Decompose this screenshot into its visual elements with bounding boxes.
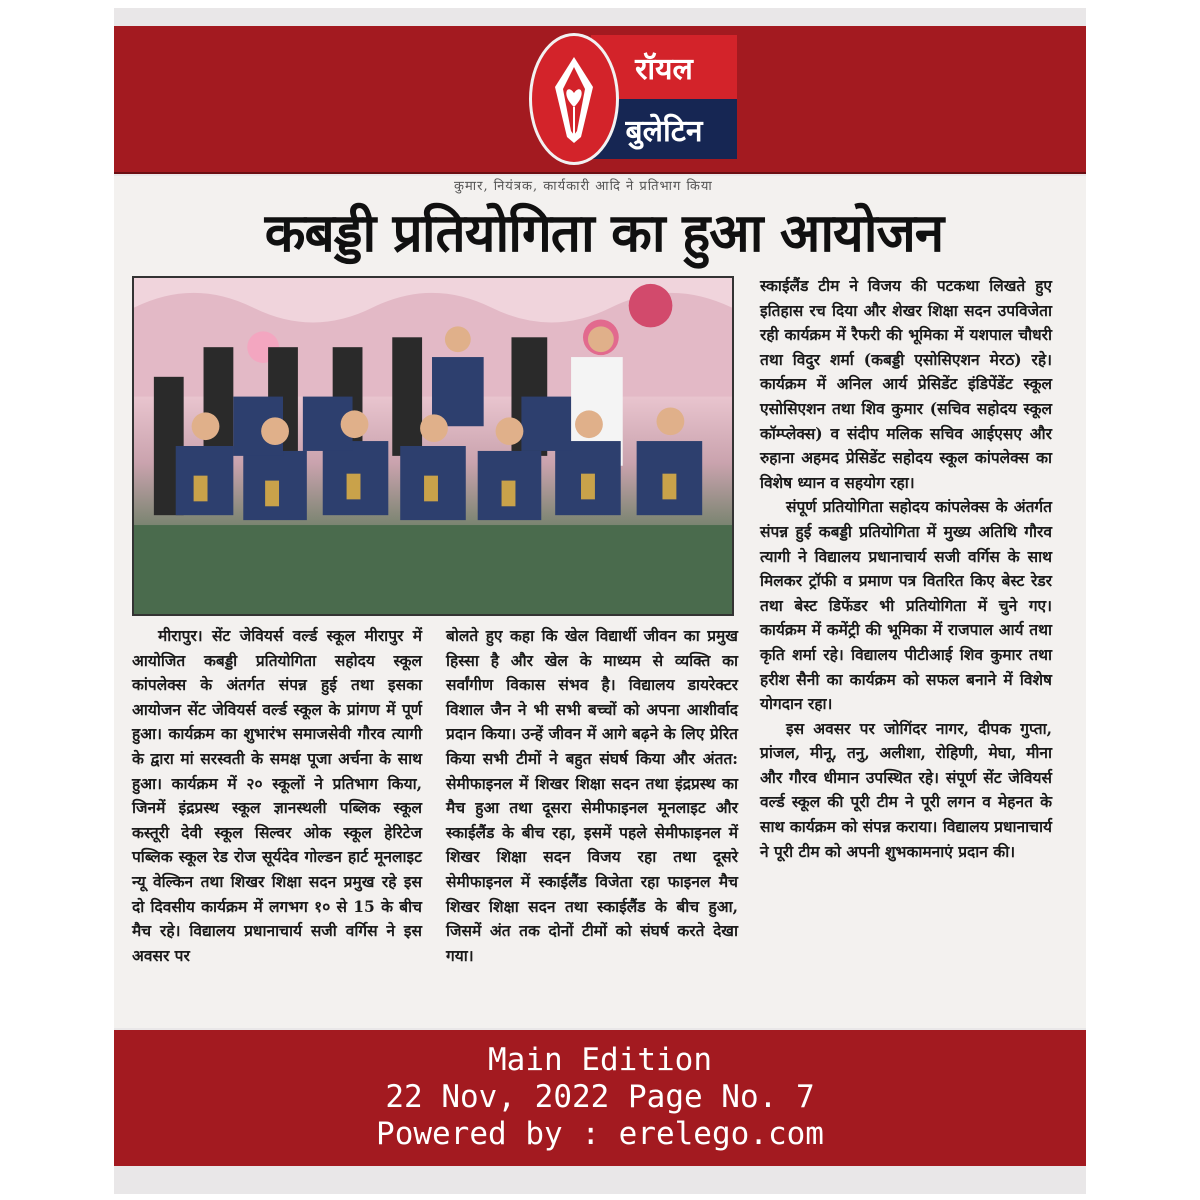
- article-column-left: [132, 624, 422, 968]
- cutline-text: कुमार, नियंत्रक, कार्यकारी आदि ने प्रतिभाग किया: [454, 179, 713, 194]
- edition-date-page: 22 Nov, 2022 Page No. 7: [385, 1079, 815, 1115]
- article-paragraph: इस अवसर पर जोगिंदर नागर, दीपक गुप्ता, प्रांजल, मीनू, तनु, अलीशा, रोहिणी, मेघा, मीना और गौरव धीमान उपस्थित रहे। संपूर्ण सेंट जेवियर्स वर्ल्ड स्कूल की पूरी टीम ने पूरी लगन व मेहनत के साथ कार्यक्रम को संपन्न कराया। विद्यालय प्रधानाचार्य ने पूरी टीम को अपनी शुभकामनाएं प्रदान की।: [760, 718, 1052, 861]
- article-headline: कबड्डी प्रतियोगिता का हुआ आयोजन: [264, 203, 944, 264]
- edition-name: Main Edition: [488, 1042, 712, 1078]
- royal-bulletin-logo[interactable]: [529, 33, 739, 165]
- article-column-right: [760, 274, 1052, 864]
- article-column-middle: [446, 624, 738, 968]
- article-paragraph: बोलते हुए कहा कि खेल विद्यार्थी जीवन का प्रमुख हिस्सा है और खेल के माध्यम से व्यक्ति का सर्वांगीण विकास संभव है। विद्यालय डायरेक्टर विशाल जैन ने भी सभी बच्चों को अपना आशीर्वाद प्रदान किया। उन्हें जीवन में आगे बढ़ने के लिए प्रेरित किया सभी टीमों ने बहुत संघर्ष किया और अंतत: सेमीफाइनल में शिखर शिक्षा सदन तथा इंद्रप्रस्थ का मैच हुआ तथा दूसरा सेमीफाइनल मूनलाइट और स्काईलैंड के बीच रहा, इसमें पहले सेमीफाइनल में शिखर शिक्षा सदन विजय रहा तथा दूसरे सेमीफाइनल में स्काईलैंड विजेता रहा फाइनल मैच शिखर शिक्षा सदन तथा स्काईलैंड के बीच हुआ, जिसमें अंत तक दोनों टीमों को संघर्ष करते देखा गया।: [446, 626, 738, 965]
- kabaddi-team-photo: [132, 276, 734, 616]
- dateline: मीरापुर।: [158, 626, 203, 645]
- logo-bottom-text: बुलेटिन: [591, 99, 737, 159]
- article-paragraph: सेंट जेवियर्स वर्ल्ड स्कूल मीरापुर में आयोजित कबड्डी प्रतियोगिता सहोदय स्कूल कांपलेक्स के अंतर्गत संपन्न हुई तथा इसका आयोजन सेंट जेवियर्स वर्ल्ड स्कूल के प्रांगण में पूर्ण हुआ। कार्यक्रम का शुभारंभ समाजसेवी गौरव त्यागी के द्वारा मां सरस्वती के समक्ष पूजा अर्चना के साथ हुआ। कार्यक्रम में २० स्कूलों ने प्रतिभाग किया, जिनमें इंद्रप्रस्थ स्कूल ज्ञानस्थली पब्लिक स्कूल कस्तूरी देवी स्कूल सिल्वर ओक स्कूल हेरिटेज पब्लिक स्कूल रेड रोज सूर्यदेव गोल्डन हार्ट मूनलाइट न्यू वेल्किन तथा शिखर शिक्षा सदन प्रमुख रहे इस दो दिवसीय कार्यक्रम में लगभग १० से 15 के बीच मैच रहे। विद्यालय प्रधानाचार्य सजी वर्गिस ने इस अवसर पर: [132, 626, 422, 965]
- masthead-banner: [114, 26, 1086, 174]
- article-paragraph: स्काईलैंड टीम ने विजय की पटकथा लिखते हुए इतिहास रच दिया और शेखर शिक्षा सदन उपविजेता रही कार्यक्रम में रैफरी की भूमिका में यशपाल चौधरी तथा विदुर शर्मा (कबड्डी एसोसिएशन मेरठ) रहे। कार्यक्रम में अनिल आर्य प्रेसिडेंट इंडिपेंडेंट स्कूल एसोसिएशन तथा शिव कुमार (सचिव सहोदय स्कूल कॉम्प्लेक्स) व संदीप मलिक सचिव आईएसए और रुहाना अहमद प्रेसिडेंट सहोदय स्कूल कांपलेक्स का विशेष ध्यान व सहयोग रहा।: [760, 276, 1052, 492]
- pen-nib-icon: [547, 53, 601, 145]
- logo-top-text: रॉयल: [591, 35, 737, 99]
- newspaper-clipping: [114, 176, 1086, 1028]
- article-paragraph: संपूर्ण प्रतियोगिता सहोदय कांपलेक्स के अंतर्गत संपन्न हुई कबड्डी प्रतियोगिता में मुख्य अतिथि गौरव त्यागी ने विद्यालय प्रधानाचार्य सजी वर्गिस के साथ मिलकर ट्रॉफी व प्रमाण पत्र वितरित किए बेस्ट रेडर तथा बेस्ट डिफेंडर भी प्रतियोगिता में चुने गए। कार्यक्रम में कमेंट्री की भूमिका में राजपाल आर्य तथा कृति शर्मा रहे। विद्यालय पीटीआई शिव कुमार तथा हरीश सैनी का कार्यक्रम को सफल बनाने में विशेष योगदान रहा।: [760, 497, 1052, 714]
- edition-footer: [114, 1030, 1086, 1166]
- powered-by-link[interactable]: Powered by : erelego.com: [376, 1116, 824, 1152]
